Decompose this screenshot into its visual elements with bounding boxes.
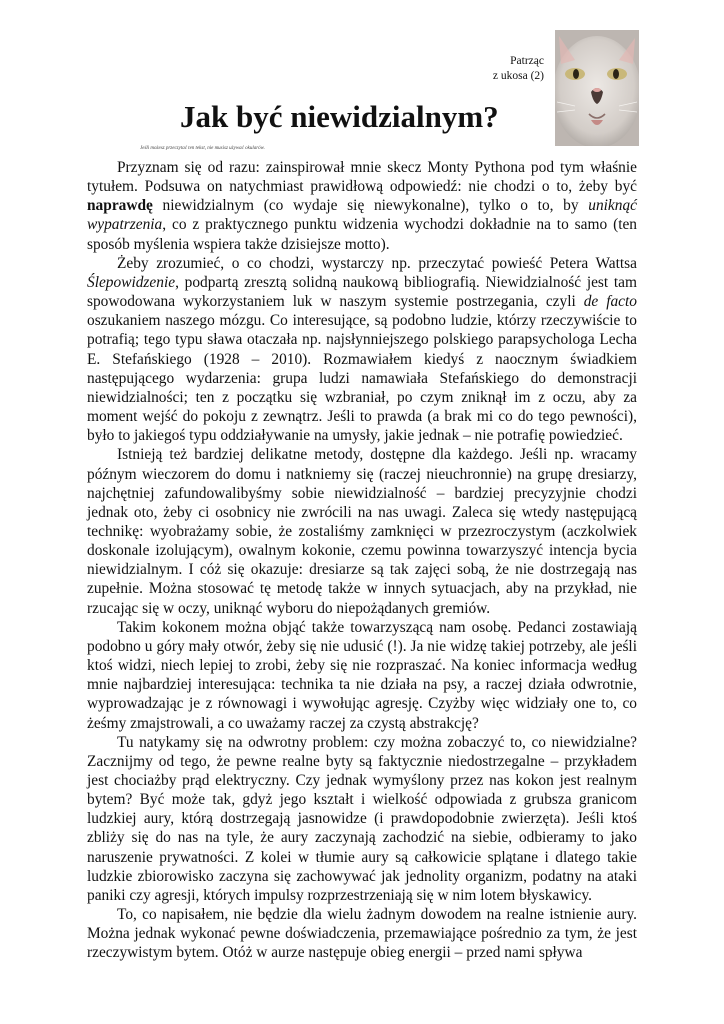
paragraph-1-bold: naprawdę	[87, 197, 153, 215]
paragraph-2-italic-defacto: de facto	[583, 293, 637, 311]
paragraph-2-text: Żeby zrozumieć, o co chodzi, wystarczy np. przeczytać powieść Petera Wattsa	[117, 254, 637, 272]
article-body	[87, 158, 637, 963]
paragraph-6: To, co napisałem, nie będzie dla wielu żadnym dowodem na realne istnienie aury. Można jednak wykonać pewne doświadczenia, przemawiające pośrednio za tym, że jest rzeczywistym bytem. Otóż w aurze następuje obieg energii – przed nami spływa	[87, 906, 637, 962]
paragraph-1-italic: uniknąć wypatrzenia	[87, 197, 637, 234]
paragraph-1	[87, 158, 637, 254]
column-label-line1: Patrząc	[510, 55, 544, 67]
paragraph-5: Tu natykamy się na odwrotny problem: czy można zobaczyć to, co niewidzialne? Zacznijmy od tego, że pewne realne byty są faktycznie niedostrzegalne – przykładem jest chociażby prąd elektryczny. Czy jednak wymyślony przez nas kokon jest realnym bytem? Być może tak, gdyż jego kształt i wielkość odpowiada z grubsza granicom ludzkiej aury, którą dostrzegają jasnowidze (i prawdopodobnie zwierzęta). Jeśli ktoś zbliży się do nas na tyle, że aury zaczynają zachodzić na siebie, odbieramy to jako naruszenie prywatności. Z kolei w tłumie aury są całkowicie splątane i dlatego takie ludzkie zbiorowisko zaczyna się zachowywać jak jednolity organizm, podatny na ataki paniki czy agresji, których impulsy rozprzestrzeniają się w nim lotem błyskawicy.	[87, 733, 637, 904]
paragraph-1-text-3: , co z praktycznego punktu widzenia wychodzi dokładnie na to samo (ten sposób myślenia wspiera także dzisiejsze motto).	[87, 216, 637, 253]
article-title: Jak być niewidzialnym?	[180, 99, 499, 134]
paragraph-3: Istnieją też bardziej delikatne metody, dostępne dla każdego. Jeśli np. wracamy późnym wieczorem do domu i natkniemy się (raczej nieuchronnie) na grupę dresiarzy, najchętniej zafundowalibyśmy sobie niewidzialność – bardziej precyzyjnie chodzi jednak oto, żeby ci osobnicy nie zwrócili na nas uwagi. Zaleca się wtedy następującą technikę: wyobrażamy sobie, że zostaliśmy zamknięci w przezroczystym (aczkolwiek doskonale izolującym), owalnym kokonie, czemu powinna towarzyszyć intencja bycia niewidzialnym. I cóż się okazuje: dresiarze są tak zajęci sobą, że nie dostrzegają nas zupełnie. Można stosować tę metodę także w innych sytuacjach, aby na przykład, nie rzucając się w oczy, uniknąć wyboru do niepożądanych gremiów.	[87, 446, 637, 617]
paragraph-1-text: Przyznam się od razu: zainspirował mnie skecz Monty Pythona pod tym właśnie tytułem. Podsuwa on natychmiast prawidłową odpowiedź: nie chodzi o to, żeby być	[87, 159, 637, 196]
cat-photo	[555, 30, 639, 146]
paragraph-1-text-2: niewidzialnym (co wydaje się niewykonalne), tylko o to, by	[152, 197, 589, 215]
epigraph: Jeśli możesz przeczytać ten tekst, nie musisz używać okularów.	[140, 146, 265, 151]
paragraph-2-text-3: oszukaniem naszego mózgu. Co interesujące, są podobno ludzie, którzy rzeczywiście to potrafią; tego typu sława otaczała np. najsłynniejszego polskiego parapsychologa Lecha E. Stefańskiego (1928 – 2010). Rozmawiałem kiedyś z naocznym świadkiem następującego wydarzenia: grupa ludzi namawiała Stefańskiego do demonstracji niewidzialności; ten z początku się wzbraniał, po czym zniknął im z oczu, aby za moment wejść do pokoju z zewnątrz. Jeśli to prawda (a brak mi co do tego pewności), było to jakiegoś typu oddziaływanie na umysły, jakie jednak – nie potrafię powiedzieć.	[87, 312, 637, 445]
paragraph-2-text-2: , podpartą zresztą solidną naukową bibliografią. Niewidzialność jest tam spowodowana wykorzystaniem luk w naszym systemie postrzegania, czyli	[87, 273, 637, 311]
paragraph-2	[87, 254, 637, 446]
column-label	[470, 54, 544, 84]
cat-face-icon	[555, 30, 639, 146]
paragraph-2-italic-book: Ślepowidzenie	[87, 273, 176, 291]
paragraph-4: Takim kokonem można objąć także towarzyszącą nam osobę. Pedanci zostawiają podobno u góry mały otwór, żeby się nie udusić (!). Ja nie widzę takiej potrzeby, ale jeśli ktoś widzi, niech lepiej to zrobi, żeby się nie rozpraszać. Na koniec informacja według mnie najbardziej interesująca: technika ta nie działa na psy, a raczej działa odwrotnie, wyprowadzając je z równowagi i wywołując agresję. Czyżby więc widziały one to, co żeśmy zmajstrowali, a co uważamy raczej za czystą abstrakcję?	[87, 618, 637, 732]
column-label-line2: z ukosa (2)	[492, 70, 544, 82]
